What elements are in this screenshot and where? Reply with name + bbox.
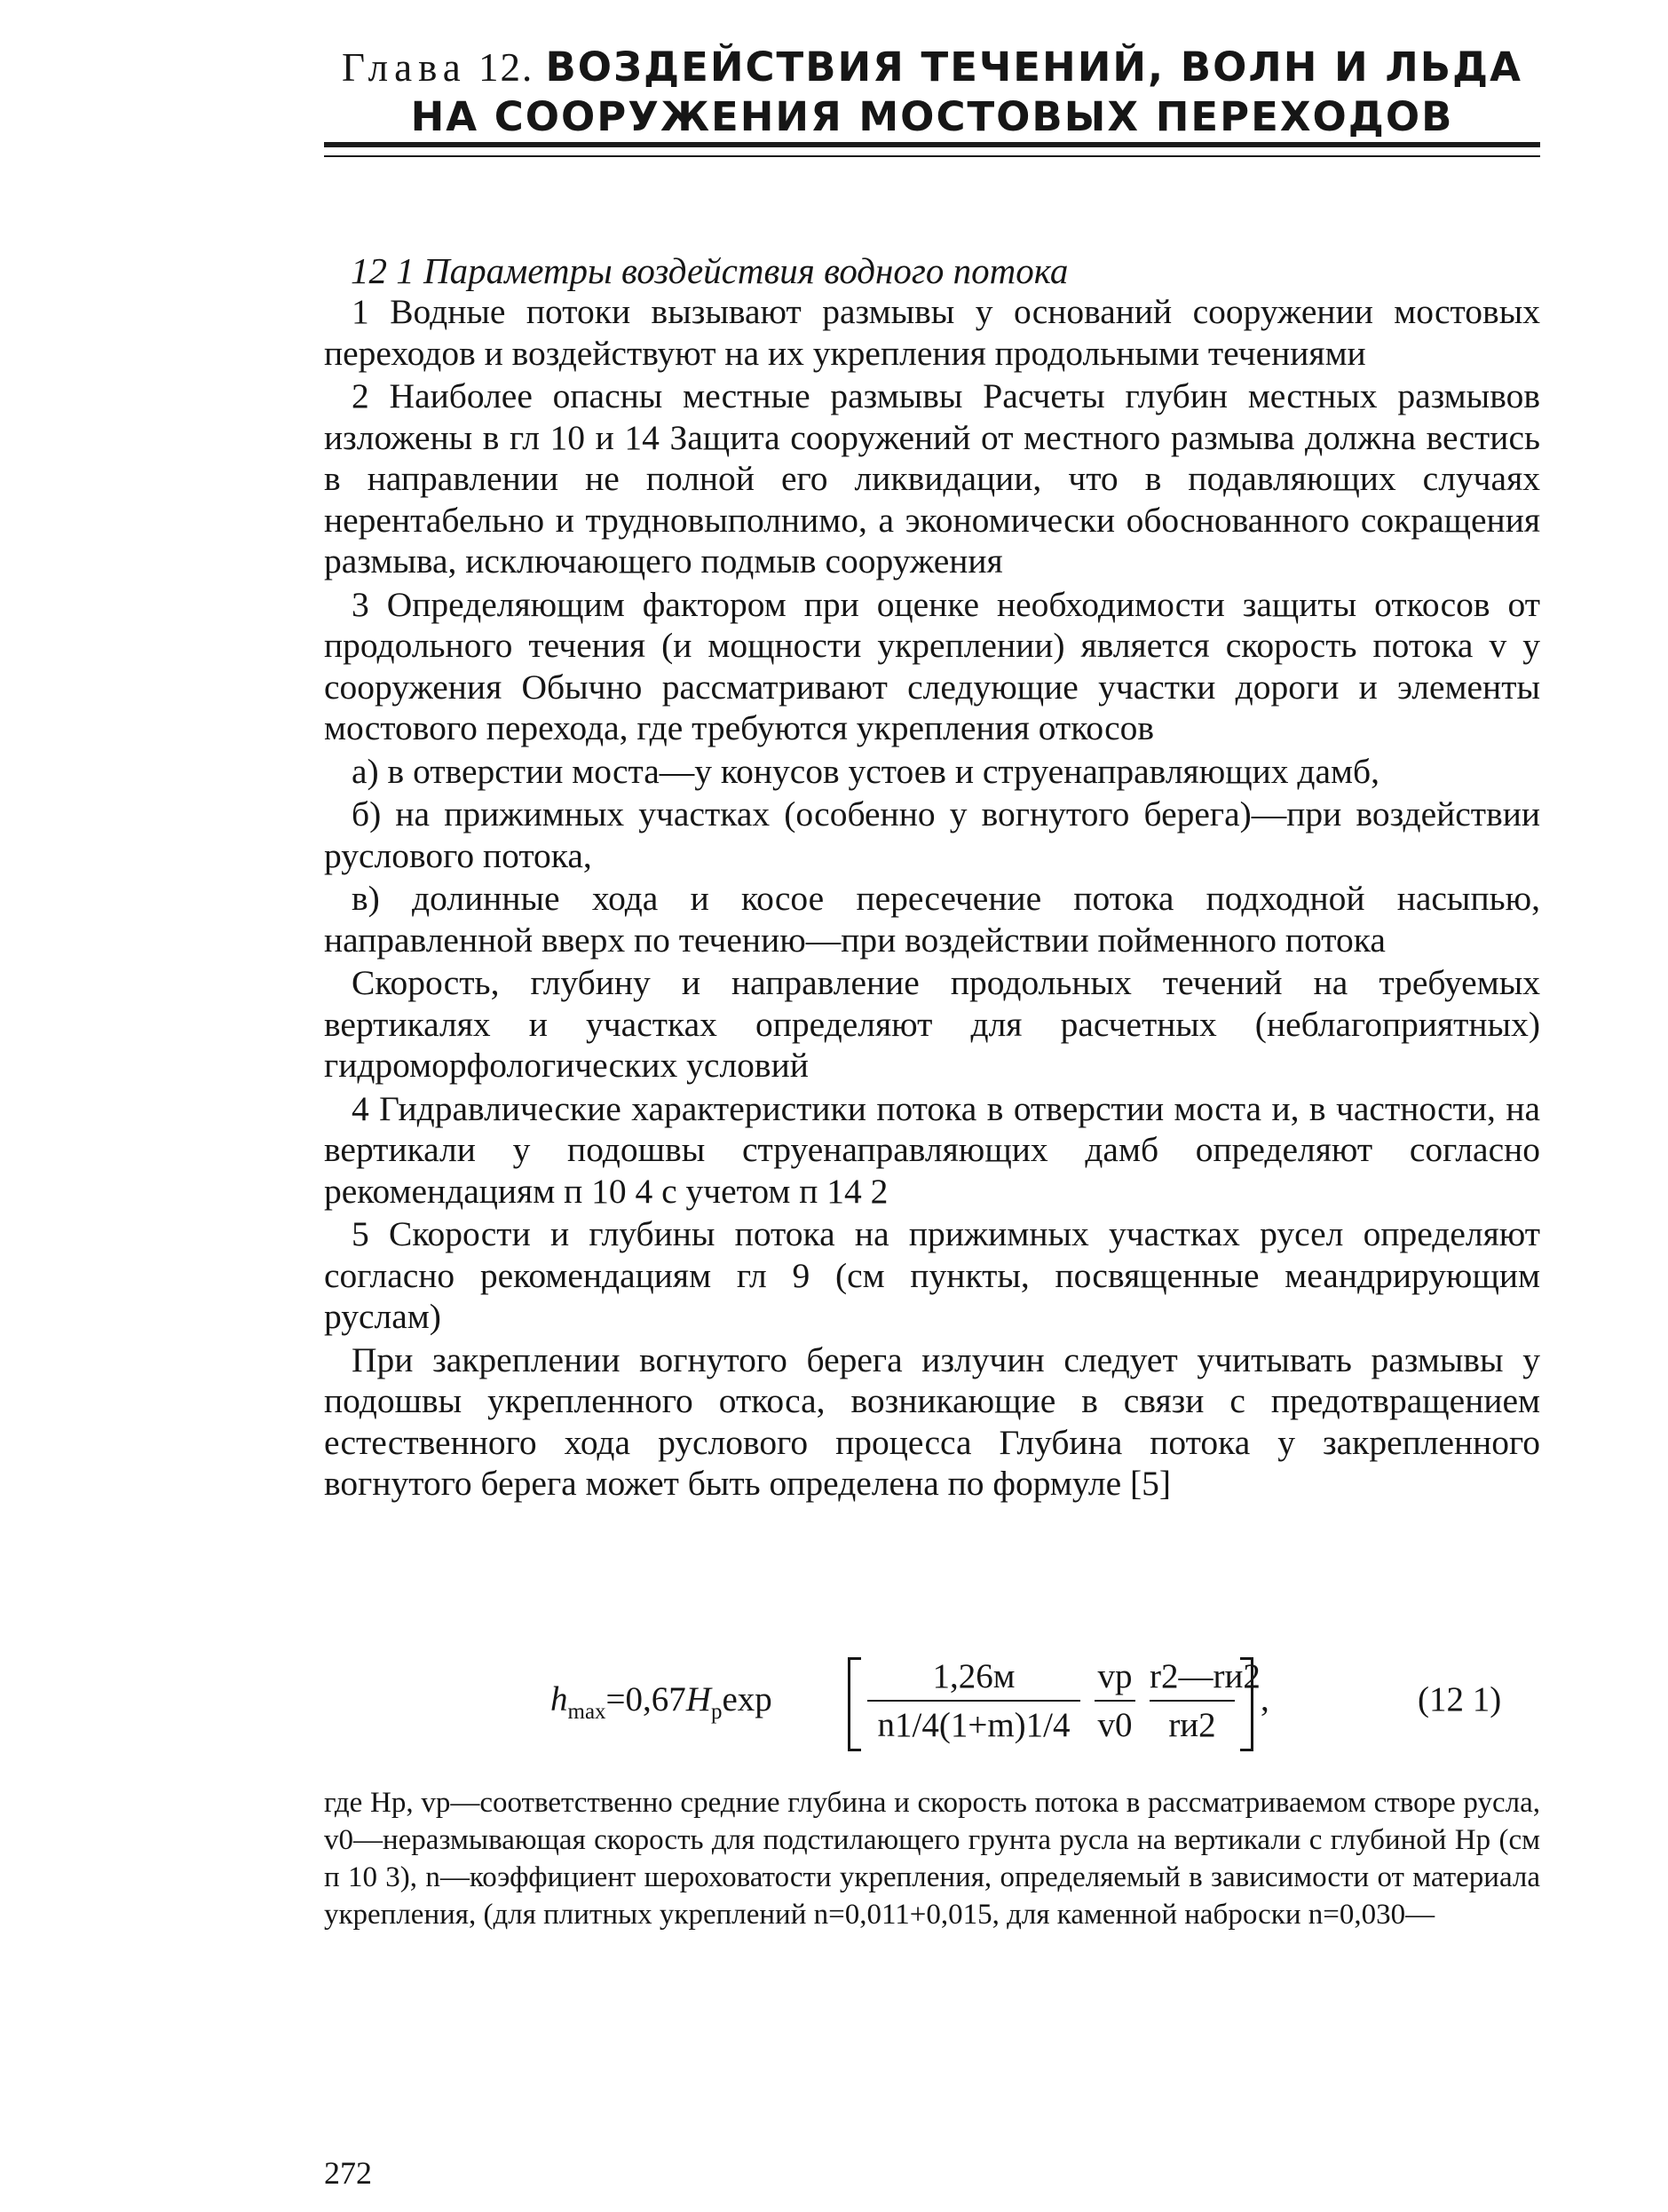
- header-rule-thick: [324, 142, 1540, 147]
- fraction-3-denominator: rи2: [1168, 1706, 1216, 1744]
- formula-exp: exp: [722, 1680, 772, 1718]
- fraction-2-numerator: vр: [1095, 1656, 1135, 1702]
- paragraph-1: 1 Водные потоки вызывают размывы у оснований сооружении мостовых переходов и воздействуют на их укрепления продольными течениями: [324, 292, 1540, 373]
- chapter-title-line2: НА СООРУЖЕНИЯ МОСТОВЫХ ПЕРЕХОДОВ: [410, 93, 1454, 140]
- formula-comma: ,: [1261, 1680, 1269, 1718]
- formula-bracket-right: [1240, 1657, 1253, 1751]
- paragraph-2: 2 Наиболее опасны местные размывы Расчеты глубин местных размывов изложены в гл 10 и 14 Защита сооружений от местного размыва должна вестись в направлении не полной его ликвидации, что в подавляющих случаях нерентабельно и трудновыполнимо, а экономически обоснованного сокращения размыва, исключающего подмыв сооружения: [324, 376, 1540, 581]
- header-rule-thin: [324, 155, 1540, 157]
- list-item-c: в) долинные хода и косое пересечение потока подходной насыпью, направленной вверх по течению—при воздействии пойменного потока: [324, 879, 1540, 960]
- chapter-title-line1: ВОЗДЕЙСТВИЯ ТЕЧЕНИЙ, ВОЛН И ЛЬДА: [545, 43, 1522, 91]
- formula-number: (12 1): [1418, 1680, 1502, 1718]
- fraction-2-denominator: v0: [1097, 1706, 1133, 1744]
- paragraph-5: 5 Скорости и глубины потока на прижимных участках русел определяют согласно рекомендациям гл 9 (см пункты, посвященные меандрирующим руслам): [324, 1214, 1540, 1336]
- page-number: 272: [324, 2155, 372, 2191]
- paragraph-conditions: Скорость, глубину и направление продольных течений на требуемых вертикалях и участках определяют для расчетных (неблагоприятных) гидроморфологических условий: [324, 963, 1540, 1085]
- formula-fraction-3: [1150, 1656, 1261, 1745]
- fraction-1-numerator: 1,26м: [867, 1656, 1080, 1702]
- formula-H-sub: р: [710, 1699, 723, 1724]
- chapter-number: 12.: [478, 45, 534, 90]
- chapter-word: Глава: [342, 45, 467, 90]
- section-title: 12 1 Параметры воздействия водного потока: [351, 250, 1069, 291]
- list-item-a: а) в отверстии моста—у конусов устоев и струенаправляющих дамб,: [352, 751, 1379, 791]
- body-text: [324, 291, 1540, 1506]
- paragraph-3: 3 Определяющим фактором при оценке необходимости защиты откосов от продольного течения (и мощности укреплении) является скорость потока v у сооружения Обычно рассматривают следующие участки дороги и элементы мостового перехода, где требуются укрепления откосов: [324, 584, 1540, 747]
- formula-explanation: [324, 1784, 1540, 1933]
- formula-fraction-1: [867, 1656, 1080, 1745]
- formula-12-1: [324, 1653, 1540, 1759]
- paragraph-formula-intro: При закреплении вогнутого берега излучин следует учитывать размывы у подошвы укрепленного откоса, возникающие в связи с предотвращением естественного хода руслового процесса Глубина потока у закрепленного вогнутого берега может быть определена по формуле [5]: [324, 1339, 1540, 1503]
- list-item-b: б) на прижимных участках (особенно у вогнутого берега)—при воздействии руслового потока,: [324, 794, 1540, 875]
- formula-coef: =0,67: [605, 1680, 686, 1718]
- chapter-header: [324, 43, 1540, 142]
- fraction-3-numerator: r2—rи2: [1150, 1656, 1235, 1702]
- formula-explanation-text: где Hр, vр—соответственно средние глубина и скорость потока в рассматриваемом створе русла, v0—неразмывающая скорость для подстилающего грунта русла на вертикали с глубиной Hр (см п 10 3), n—коэффициент шероховатости укрепления, определяемый в зависимости от материала укрепления, (для плитных укреплений n=0,011+0,015, для каменной наброски n=0,030—: [324, 1787, 1540, 1931]
- formula-H: H: [685, 1680, 711, 1718]
- formula-lhs: [550, 1679, 772, 1725]
- formula-bracket-left: [848, 1657, 861, 1751]
- fraction-1-denominator: n1/4(1+m)1/4: [877, 1706, 1071, 1744]
- formula-h-sub: max: [567, 1699, 606, 1724]
- formula-h: h: [550, 1680, 568, 1718]
- formula-fraction-2: [1095, 1656, 1135, 1745]
- paragraph-4: 4 Гидравлические характеристики потока в отверстии моста и, в частности, на вертикали у подошвы струенаправляющих дамб определяют согласно рекомендациям п 10 4 с учетом п 14 2: [324, 1088, 1540, 1211]
